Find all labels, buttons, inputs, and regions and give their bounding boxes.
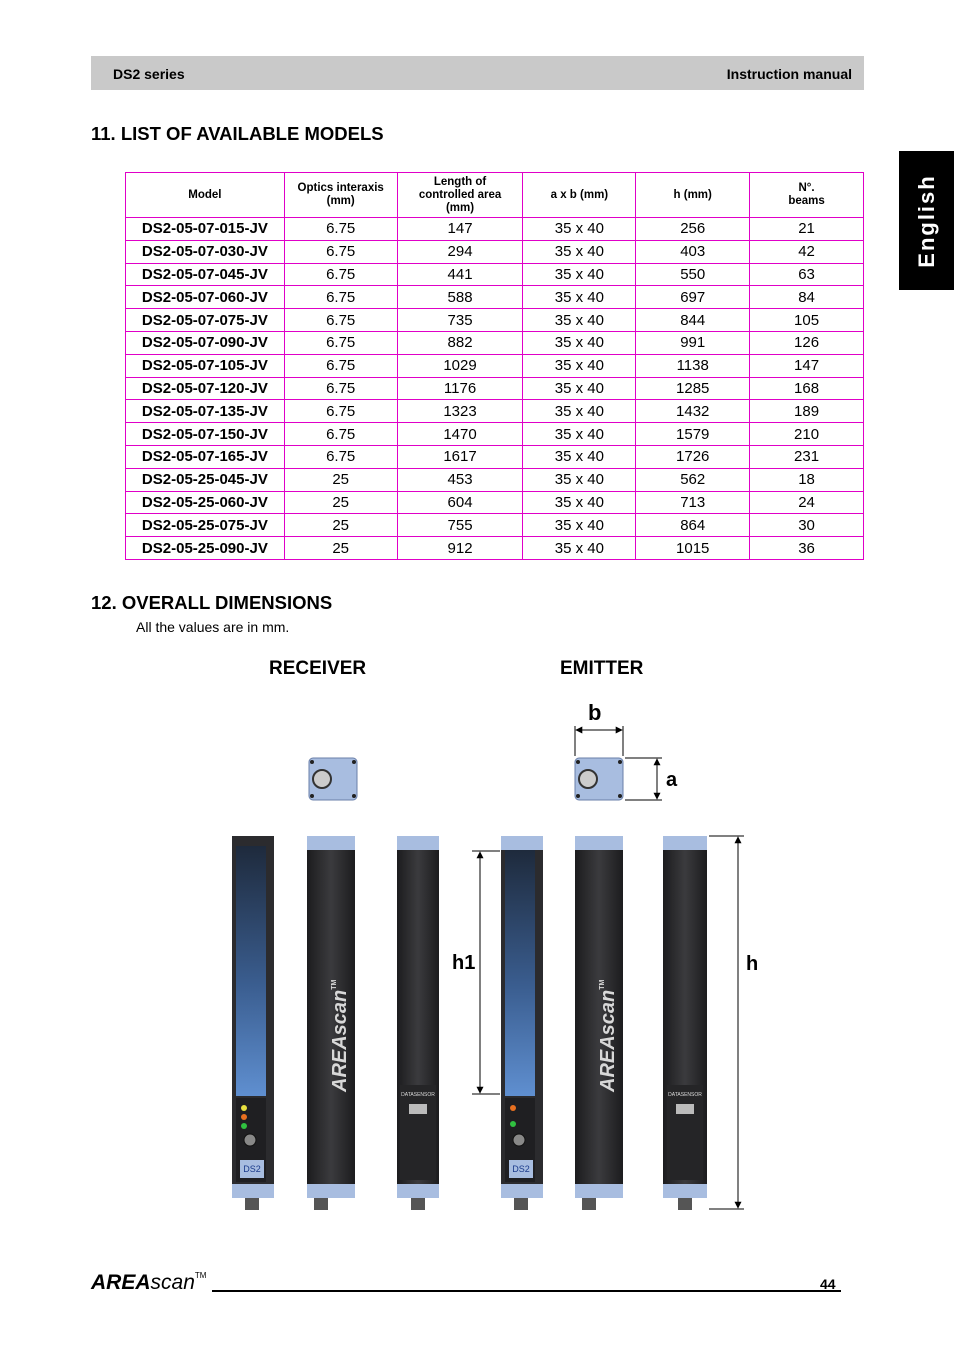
table-cell: 35 x 40 [523,354,636,377]
model-cell: DS2-05-07-075-JV [126,309,285,332]
table-cell: 256 [636,218,750,241]
model-cell: DS2-05-07-045-JV [126,263,285,286]
model-cell: DS2-05-07-060-JV [126,286,285,309]
table-cell: 6.75 [284,423,397,446]
footer-logo-tm: TM [194,1271,207,1280]
emitter-back [663,836,707,1210]
table-cell: 35 x 40 [523,286,636,309]
receiver-back [397,836,439,1210]
table-cell: 35 x 40 [523,491,636,514]
table-cell: 735 [397,309,523,332]
table-cell: 6.75 [284,309,397,332]
table-cell: 991 [636,331,750,354]
table-cell: 6.75 [284,445,397,468]
table-cell: 1579 [636,423,750,446]
units-note: All the values are in mm. [136,619,290,635]
table-cell: 35 x 40 [523,537,636,560]
table-cell: 1617 [397,445,523,468]
table-cell: 882 [397,331,523,354]
model-cell: DS2-05-07-105-JV [126,354,285,377]
table-cell: 147 [750,354,864,377]
table-cell: 35 x 40 [523,309,636,332]
table-cell: 35 x 40 [523,400,636,423]
page-number: 44 [820,1276,836,1292]
table-cell: 35 x 40 [523,468,636,491]
model-cell: DS2-05-07-030-JV [126,240,285,263]
header-manual: Instruction manual [726,66,852,82]
table-cell: 147 [397,218,523,241]
table-cell: 63 [750,263,864,286]
receiver-side [307,836,355,1210]
column-header: a x b (mm) [523,173,636,218]
receiver-ds2-label: DS2 [243,1164,261,1174]
table-cell: 713 [636,491,750,514]
table-cell: 126 [750,331,864,354]
model-cell: DS2-05-25-075-JV [126,514,285,537]
dimension-b [575,700,623,756]
model-cell: DS2-05-07-090-JV [126,331,285,354]
dim-h1-label: h1 [452,952,476,974]
language-label: English [913,173,939,268]
table-cell: 604 [397,491,523,514]
table-cell: 6.75 [284,286,397,309]
table-cell: 84 [750,286,864,309]
model-cell: DS2-05-07-165-JV [126,445,285,468]
table-cell: 453 [397,468,523,491]
column-header: Optics interaxis (mm) [284,173,397,218]
dim-h-label: h [746,953,759,975]
table-cell: 25 [284,468,397,491]
dim-b-label: b [588,700,602,725]
column-header: Model [126,173,285,218]
receiver-top-view [309,758,357,800]
table-cell: 35 x 40 [523,445,636,468]
table-cell: 21 [750,218,864,241]
dimension-h [709,836,758,1209]
table-cell: 441 [397,263,523,286]
footer-logo [91,1271,206,1295]
model-cell: DS2-05-07-135-JV [126,400,285,423]
table-cell: 864 [636,514,750,537]
table-cell: 35 x 40 [523,423,636,446]
table-cell: 1432 [636,400,750,423]
model-cell: DS2-05-25-060-JV [126,491,285,514]
table-cell: 25 [284,514,397,537]
model-cell: DS2-05-25-045-JV [126,468,285,491]
table-cell: 403 [636,240,750,263]
table-cell: 24 [750,491,864,514]
emitter-ds2-label: DS2 [512,1164,530,1174]
table-cell: 550 [636,263,750,286]
table-cell: 168 [750,377,864,400]
footer-logo-bold: AREA [91,1271,151,1294]
table-cell: 25 [284,537,397,560]
table-cell: 6.75 [284,240,397,263]
emitter-brand: AREAscan™ [597,979,619,1092]
table-cell: 35 x 40 [523,377,636,400]
table-cell: 105 [750,309,864,332]
emitter-front [501,836,543,1210]
table-cell: 912 [397,537,523,560]
table-cell: 210 [750,423,864,446]
table-cell: 562 [636,468,750,491]
table-cell: 1029 [397,354,523,377]
brand-tm: TM [599,979,606,990]
model-cell: DS2-05-25-090-JV [126,537,285,560]
dimension-h1 [452,851,500,1094]
section-11-title: 11. LIST OF AVAILABLE MODELS [91,123,384,144]
table-cell: 6.75 [284,331,397,354]
model-cell: DS2-05-07-150-JV [126,423,285,446]
table-cell: 30 [750,514,864,537]
table-cell: 1726 [636,445,750,468]
table-cell: 6.75 [284,400,397,423]
model-cell: DS2-05-07-120-JV [126,377,285,400]
table-cell: 6.75 [284,263,397,286]
emitter-side [575,836,623,1210]
table-cell: 25 [284,491,397,514]
receiver-back-brand: DATASENSOR [401,1092,435,1098]
column-header: N°. beams [750,173,864,218]
table-cell: 189 [750,400,864,423]
table-cell: 755 [397,514,523,537]
table-cell: 42 [750,240,864,263]
emitter-label: EMITTER [560,658,644,679]
table-cell: 231 [750,445,864,468]
receiver-front [232,836,274,1210]
header-series: DS2 series [113,66,185,82]
receiver-brand: AREAscan™ [329,979,351,1092]
table-cell: 1015 [636,537,750,560]
section-12-title: 12. OVERALL DIMENSIONS [91,592,333,613]
table-cell: 6.75 [284,218,397,241]
table-cell: 35 x 40 [523,218,636,241]
emitter-back-brand: DATASENSOR [668,1092,702,1098]
table-cell: 294 [397,240,523,263]
table-cell: 6.75 [284,377,397,400]
table-cell: 697 [636,286,750,309]
table-cell: 36 [750,537,864,560]
column-header: Length of controlled area (mm) [397,173,523,218]
receiver-label: RECEIVER [269,658,367,679]
emitter-top-view [575,758,623,800]
model-cell: DS2-05-07-015-JV [126,218,285,241]
footer-logo-rest: scan [150,1271,195,1294]
brand-tm: TM [331,979,338,990]
table-cell: 844 [636,309,750,332]
table-cell: 35 x 40 [523,514,636,537]
table-cell: 588 [397,286,523,309]
footer-rule [212,1290,841,1292]
dimension-a [625,758,678,800]
table-cell: 1176 [397,377,523,400]
column-header: h (mm) [636,173,750,218]
table-cell: 1470 [397,423,523,446]
table-cell: 6.75 [284,354,397,377]
table-cell: 18 [750,468,864,491]
table-cell: 35 x 40 [523,263,636,286]
table-cell: 1138 [636,354,750,377]
table-cell: 35 x 40 [523,240,636,263]
dim-a-label: a [666,769,678,791]
table-cell: 35 x 40 [523,331,636,354]
table-cell: 1323 [397,400,523,423]
table-cell: 1285 [636,377,750,400]
